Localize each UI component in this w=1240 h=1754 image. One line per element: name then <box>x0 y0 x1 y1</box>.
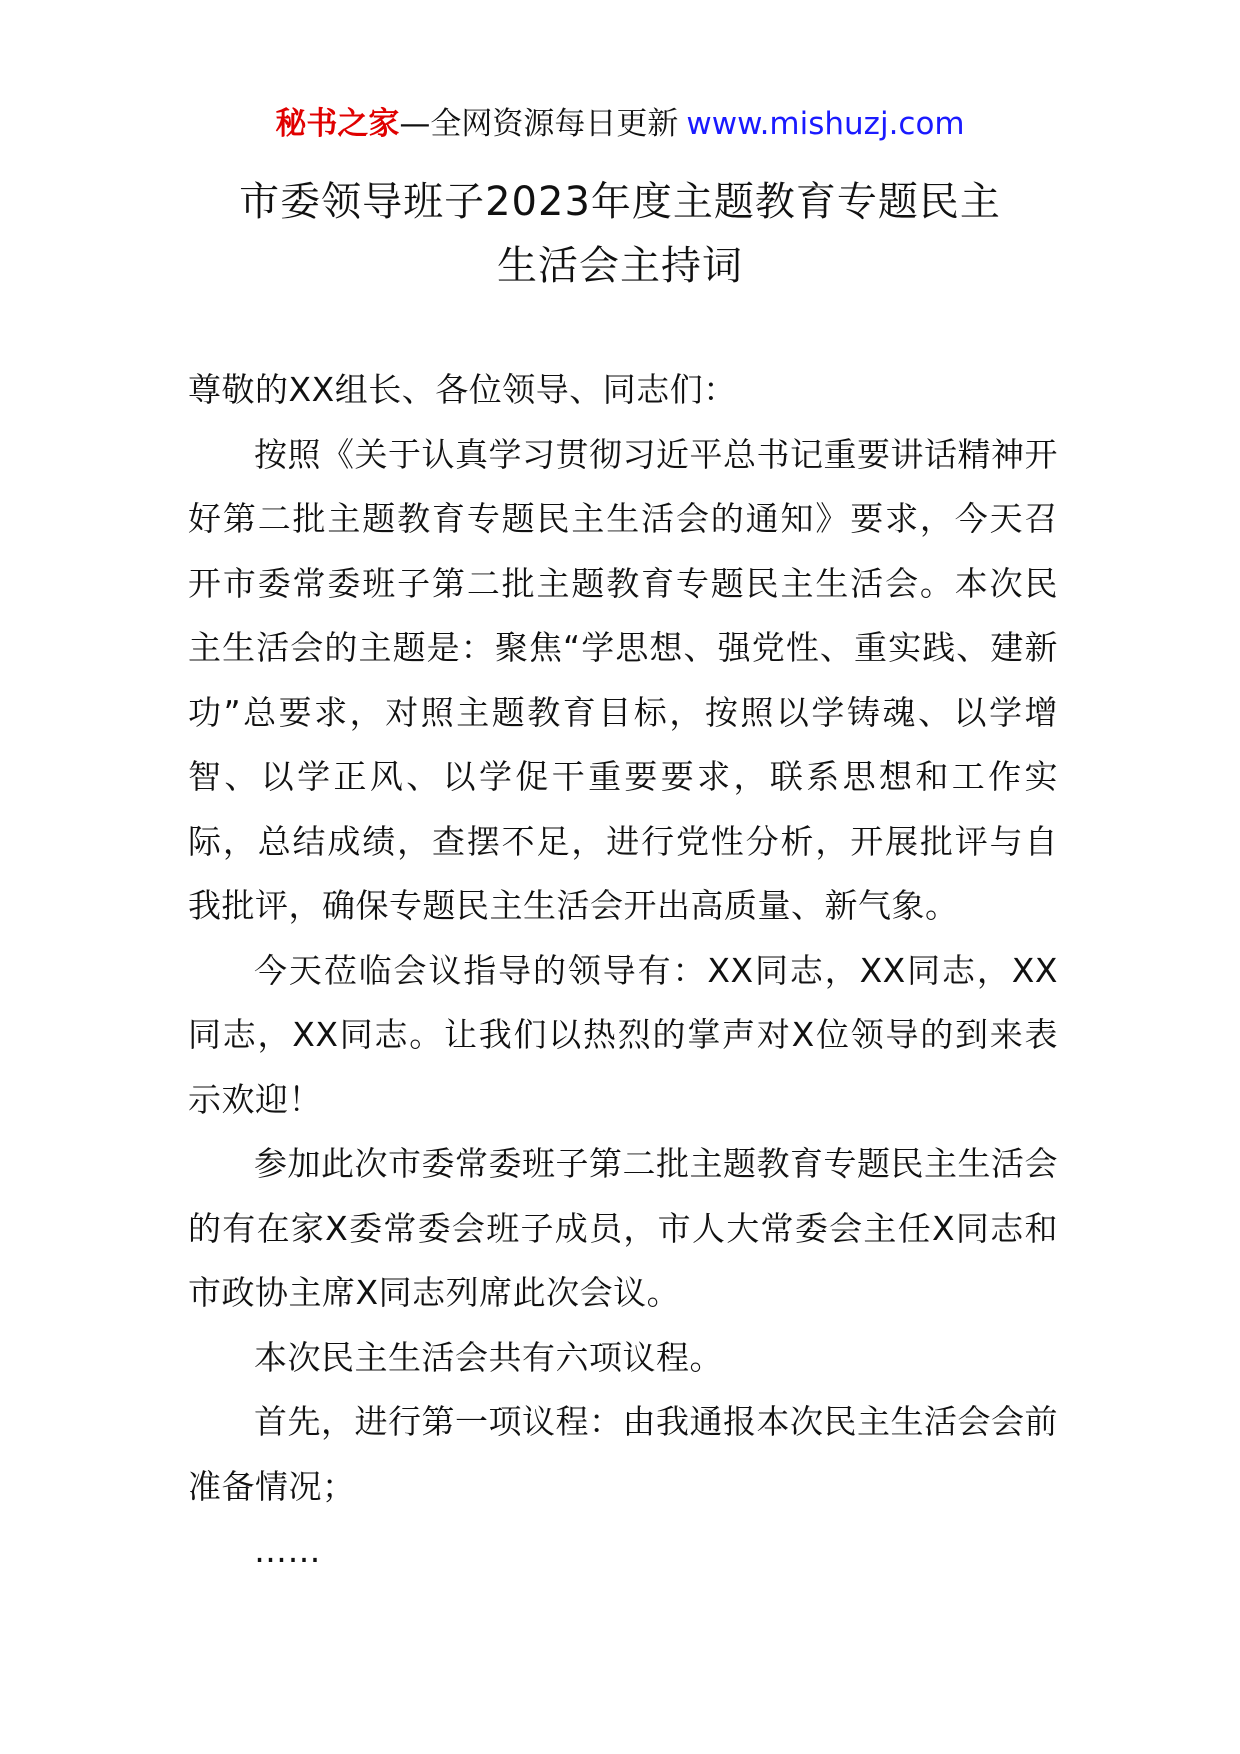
paragraph-3: 参加此次市委常委班子第二批主题教育专题民主生活会的有在家X委常委会班子成员，市人大常委会主任X同志和市政协主席X同志列席此次会议。 <box>188 1144 1058 1312</box>
site-header <box>0 104 1240 144</box>
document-title <box>0 170 1240 298</box>
brand-name: 秘书之家 <box>275 106 400 142</box>
site-url-link[interactable]: www.mishuzj.com <box>686 106 965 142</box>
title-line-1: 市委领导班子2023年度主题教育专题民主 <box>239 179 1001 225</box>
paragraph-2: 今天莅临会议指导的领导有：XX同志，XX同志，XX同志，XX同志。让我们以热烈的掌声对X位领导的到来表示欢迎！ <box>188 950 1058 1119</box>
header-tagline: —全网资源每日更新 <box>399 106 679 142</box>
paragraph-5: 首先，进行第一项议程：由我通报本次民主生活会会前准备情况； <box>188 1402 1058 1506</box>
paragraph-4: 本次民主生活会共有六项议程。 <box>254 1337 723 1377</box>
ellipsis: …… <box>254 1531 321 1570</box>
salutation: 尊敬的XX组长、各位领导、同志们： <box>188 370 737 409</box>
title-line-2: 生活会主持词 <box>497 243 743 289</box>
document-body <box>188 358 1058 1584</box>
paragraph-1: 按照《关于认真学习贯彻习近平总书记重要讲话精神开好第二批主题教育专题民主生活会的通知》要求，今天召开市委常委班子第二批主题教育专题民主生活会。本次民主生活会的主题是：聚焦“学思想、强党性、重实践、建新功”总要求，对照主题教育目标，按照以学铸魂、以学增智、以学正风、以学促干重要要求，联系思想和工作实际，总结成绩，查摆不足，进行党性分析，开展批评与自我批评，确保专题民主生活会开出高质量、新气象。 <box>188 434 1058 925</box>
